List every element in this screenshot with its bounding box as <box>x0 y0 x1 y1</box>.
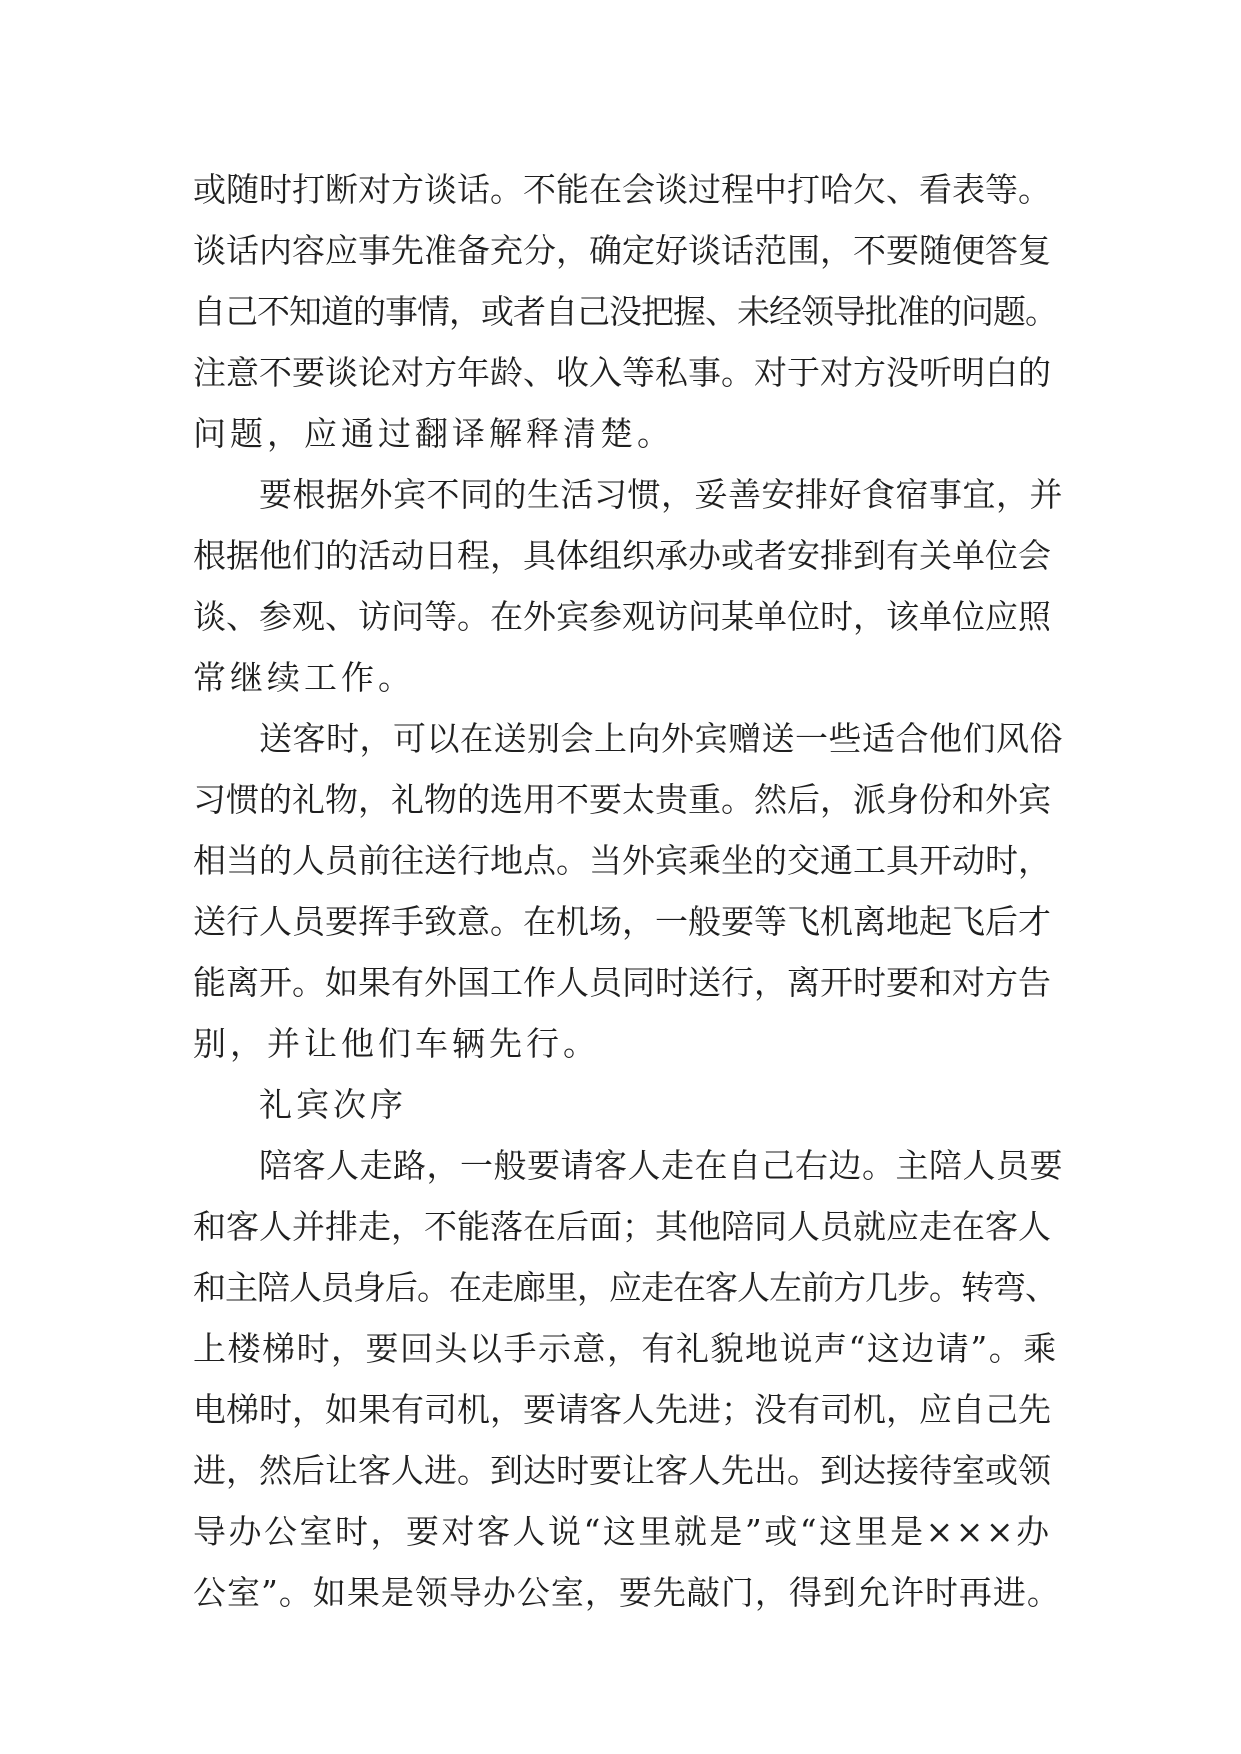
section-heading: 礼宾次序 <box>259 1085 407 1124</box>
text-line: 能离开。如果有外国工作人员同时送行，离开时要和对方告 <box>193 963 1051 1002</box>
text-line: 习惯的礼物，礼物的选用不要太贵重。然后，派身份和外宾 <box>193 780 1051 819</box>
paragraph-first-line: 陪客人走路，一般要请客人走在自己右边。主陪人员要 <box>259 1146 1063 1185</box>
text-line: 上楼梯时，要回头以手示意，有礼貌地说声“这边请”。乘 <box>193 1329 1058 1368</box>
text-line: 注意不要谈论对方年龄、收入等私事。对于对方没听明白的 <box>193 353 1051 392</box>
paragraph-first-line: 要根据外宾不同的生活习惯，妥善安排好食宿事宜，并 <box>259 475 1063 514</box>
text-line: 相当的人员前往送行地点。当外宾乘坐的交通工具开动时， <box>193 841 1051 880</box>
text-line: 和客人并排走，不能落在后面；其他陪同人员就应走在客人 <box>193 1207 1051 1246</box>
text-line: 或随时打断对方谈话。不能在会谈过程中打哈欠、看表等。 <box>193 170 1051 209</box>
text-line: 电梯时，如果有司机，要请客人先进；没有司机，应自己先 <box>193 1390 1051 1429</box>
text-line: 谈、参观、访问等。在外宾参观访问某单位时，该单位应照 <box>193 597 1051 636</box>
document-body <box>193 159 1063 1623</box>
text-line: 自己不知道的事情，或者自己没把握、未经领导批准的问题。 <box>193 292 1057 331</box>
text-line: 常继续工作。 <box>193 658 415 697</box>
paragraph-first-line: 送客时，可以在送别会上向外宾赠送一些适合他们风俗 <box>259 719 1063 758</box>
text-line: 送行人员要挥手致意。在机场，一般要等飞机离地起飞后才 <box>193 902 1051 941</box>
text-line: 导办公室时，要对客人说“这里就是”或“这里是×××办 <box>193 1512 1052 1551</box>
text-line: 别，并让他们车辆先行。 <box>193 1024 600 1063</box>
text-line: 和主陪人员身后。在走廊里，应走在客人左前方几步。转弯、 <box>193 1268 1057 1307</box>
text-line: 进，然后让客人进。到达时要让客人先出。到达接待室或领 <box>193 1451 1051 1490</box>
text-line: 根据他们的活动日程，具体组织承办或者安排到有关单位会 <box>193 536 1051 575</box>
text-line: 问题，应通过翻译解释清楚。 <box>193 414 674 453</box>
text-line: 公室”。如果是领导办公室，要先敲门，得到允许时再进。 <box>193 1573 1061 1612</box>
text-line: 谈话内容应事先准备充分，确定好谈话范围，不要随便答复 <box>193 231 1051 270</box>
